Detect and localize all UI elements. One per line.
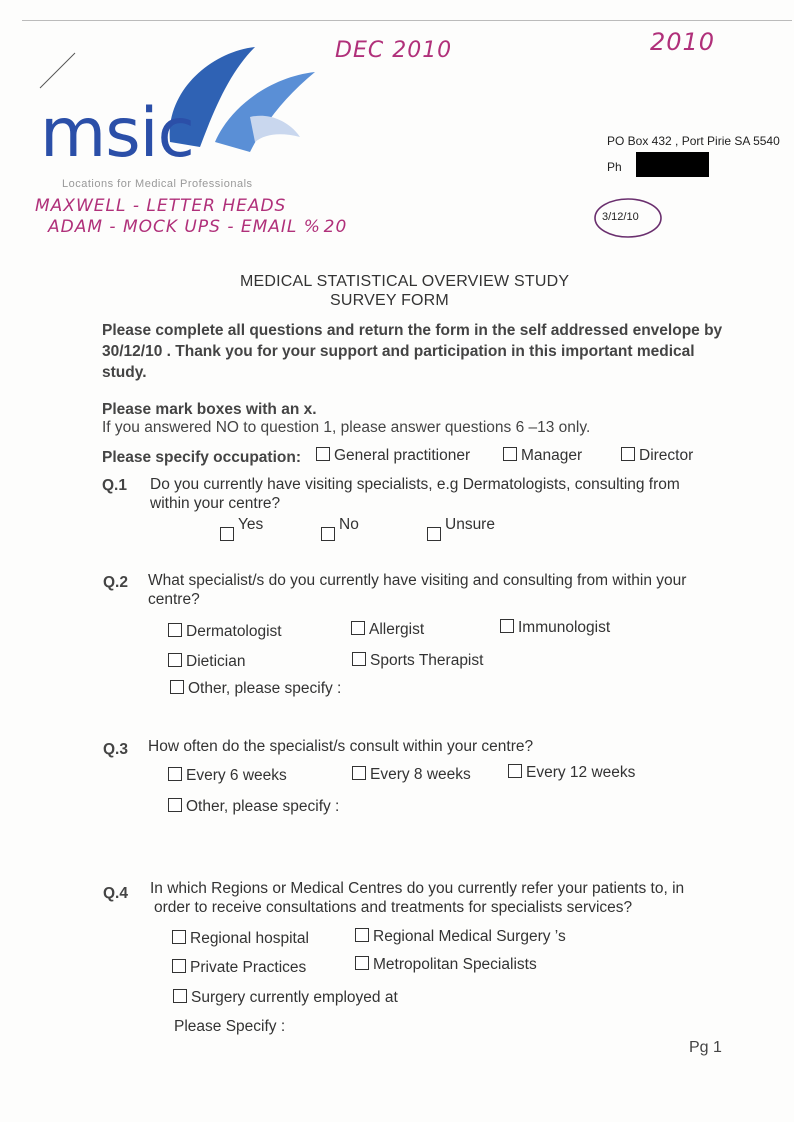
checkbox[interactable] [168, 623, 182, 637]
checkbox[interactable] [352, 652, 366, 666]
q4-option-private-practices[interactable] [172, 959, 306, 977]
q4-option-regional-hospital[interactable] [172, 930, 309, 948]
option-label: Every 12 weeks [526, 764, 636, 781]
q4-text-line2: order to receive consultations and treatments for specialists services? [154, 899, 633, 916]
option-label: Every 6 weeks [186, 767, 287, 784]
intro-paragraph: Please complete all questions and return the form in the self addressed envelope by 30/12/10 . Thank you for your support and participation in this important medical study. [102, 322, 723, 381]
handwritten-note-1: MAXWELL - LETTER HEADS [35, 196, 287, 216]
circled-date-stamp [592, 196, 664, 240]
handwritten-date: DEC 2010 [335, 38, 453, 63]
circled-date-text: 3/12/10 [602, 211, 639, 223]
option-label: Manager [521, 447, 583, 464]
logo-wordmark: msic [40, 94, 194, 173]
option-label: Yes [238, 516, 264, 533]
occupation-option-gp[interactable] [316, 447, 470, 465]
q1-number: Q.1 [102, 477, 127, 494]
checkbox[interactable] [316, 447, 330, 461]
checkbox[interactable] [321, 527, 335, 541]
q1-option-unsure[interactable] [427, 516, 495, 541]
q3-option-8-weeks[interactable] [352, 766, 471, 784]
instruction-mark-boxes: Please mark boxes with an x. [102, 401, 317, 418]
option-label: Every 8 weeks [370, 766, 471, 783]
checkbox[interactable] [220, 527, 234, 541]
checkbox[interactable] [173, 989, 187, 1003]
option-label: Dietician [186, 653, 246, 670]
q4-number: Q.4 [103, 885, 128, 902]
checkbox[interactable] [168, 653, 182, 667]
q3-option-6-weeks[interactable] [168, 767, 287, 785]
option-label: Regional hospital [190, 930, 309, 947]
q3-text: How often do the specialist/s consult within your centre? [148, 738, 534, 755]
q2-number: Q.2 [103, 574, 128, 591]
po-box-address: PO Box 432 , Port Pirie SA 5540 [607, 134, 780, 148]
q2-option-dermatologist[interactable] [168, 623, 282, 641]
checkbox[interactable] [427, 527, 441, 541]
occupation-option-director[interactable] [621, 447, 693, 465]
option-label: Allergist [369, 621, 425, 638]
q3-number: Q.3 [103, 741, 128, 758]
checkbox[interactable] [168, 767, 182, 781]
option-label: Other, please specify : [186, 798, 340, 815]
scan-edge-line [22, 20, 792, 21]
redacted-phone [636, 152, 709, 177]
q4-please-specify: Please Specify : [174, 1018, 286, 1035]
handwritten-year: 2010 [650, 28, 716, 56]
instruction-skip: If you answered NO to question 1, please answer questions 6 –13 only. [102, 419, 591, 436]
q3-option-other[interactable] [168, 798, 339, 816]
msic-logo [40, 42, 340, 192]
checkbox[interactable] [355, 956, 369, 970]
option-label: Dermatologist [186, 623, 282, 640]
option-label: Private Practices [190, 959, 307, 976]
option-label: Regional Medical Surgery ’s [373, 928, 566, 945]
option-label: Other, please specify : [188, 680, 342, 697]
checkbox[interactable] [352, 766, 366, 780]
page-number: Pg 1 [689, 1039, 722, 1056]
checkbox[interactable] [168, 798, 182, 812]
option-label: Immunologist [518, 619, 611, 636]
form-title: MEDICAL STATISTICAL OVERVIEW STUDY [240, 273, 570, 290]
q2-option-sports-therapist[interactable] [352, 652, 483, 670]
handwritten-note-2: ADAM - MOCK UPS - EMAIL % 20 [48, 217, 348, 237]
checkbox[interactable] [172, 930, 186, 944]
checkbox[interactable] [503, 447, 517, 461]
option-label: Unsure [445, 516, 495, 533]
q2-option-dietician[interactable] [168, 653, 245, 671]
option-label: Metropolitan Specialists [373, 956, 537, 973]
q4-option-regional-medical-surgery[interactable] [355, 928, 566, 946]
checkbox[interactable] [355, 928, 369, 942]
option-label: Director [639, 447, 694, 464]
q4-option-surgery-employed[interactable] [173, 989, 398, 1007]
occupation-option-manager[interactable] [503, 447, 582, 465]
option-label: General practitioner [334, 447, 471, 464]
q4-option-metropolitan-specialists[interactable] [355, 956, 537, 974]
q4-text-line1: In which Regions or Medical Centres do you currently refer your patients to, in [150, 880, 685, 897]
occupation-label: Please specify occupation: [102, 449, 301, 466]
q1-option-no[interactable] [321, 516, 359, 541]
q2-text: What specialist/s do you currently have visiting and consulting from within your centre? [148, 572, 687, 608]
q2-option-immunologist[interactable] [500, 619, 610, 637]
checkbox[interactable] [170, 680, 184, 694]
checkbox[interactable] [621, 447, 635, 461]
checkbox[interactable] [508, 764, 522, 778]
checkbox[interactable] [500, 619, 514, 633]
q3-option-12-weeks[interactable] [508, 764, 635, 782]
checkbox[interactable] [351, 621, 365, 635]
q1-option-yes[interactable] [220, 516, 263, 541]
q2-option-allergist[interactable] [351, 621, 424, 639]
option-label: No [339, 516, 359, 533]
option-label: Surgery currently employed at [191, 989, 398, 1006]
logo-tagline: Locations for Medical Professionals [62, 178, 253, 190]
q2-option-other[interactable] [170, 680, 341, 698]
option-label: Sports Therapist [370, 652, 484, 669]
form-subtitle: SURVEY FORM [330, 292, 449, 309]
phone-label: Ph [607, 160, 622, 174]
q1-text: Do you currently have visiting specialists, e.g Dermatologists, consulting from within your centre? [150, 476, 680, 512]
checkbox[interactable] [172, 959, 186, 973]
